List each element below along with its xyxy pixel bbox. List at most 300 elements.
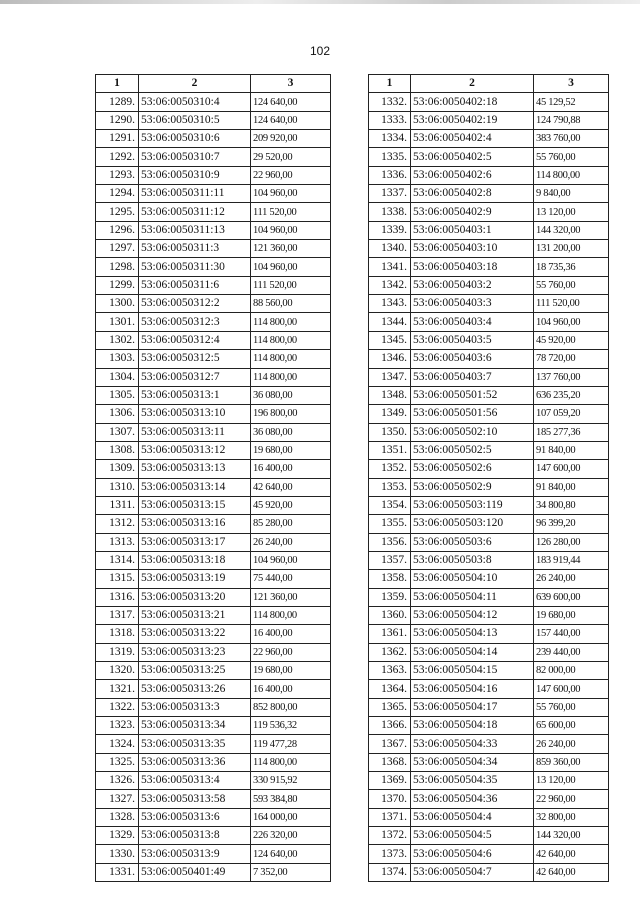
row-value: 96 399,20 [534, 515, 609, 533]
table-row [96, 496, 331, 514]
table-row [96, 698, 331, 716]
table-row [369, 185, 609, 203]
table-row [96, 460, 331, 478]
table-row [96, 240, 331, 258]
table-row [369, 313, 609, 331]
row-value: 121 360,00 [251, 240, 331, 258]
table-row [369, 295, 609, 313]
row-value: 78 720,00 [534, 350, 609, 368]
row-number: 1328. [96, 808, 139, 826]
row-number: 1352. [369, 460, 411, 478]
row-number: 1353. [369, 478, 411, 496]
table-row [96, 808, 331, 826]
cadastral-number: 53:06:0050402:5 [411, 148, 534, 166]
row-number: 1302. [96, 331, 139, 349]
row-number: 1374. [369, 863, 411, 881]
row-value: 85 280,00 [251, 515, 331, 533]
row-value: 124 640,00 [251, 845, 331, 863]
cadastral-number: 53:06:0050313:3 [139, 698, 251, 716]
cadastral-number: 53:06:0050402:6 [411, 166, 534, 184]
table-row [96, 551, 331, 569]
row-value: 124 790,88 [534, 111, 609, 129]
row-value: 16 400,00 [251, 625, 331, 643]
table-row [96, 533, 331, 551]
cadastral-number: 53:06:0050504:5 [411, 827, 534, 845]
table-row [96, 93, 331, 111]
cadastral-number: 53:06:0050313:15 [139, 496, 251, 514]
row-number: 1316. [96, 588, 139, 606]
header-col-3: 3 [251, 75, 331, 93]
table-row [96, 405, 331, 423]
table-row [369, 551, 609, 569]
row-value: 22 960,00 [534, 790, 609, 808]
table-row [96, 845, 331, 863]
row-value: 111 520,00 [251, 203, 331, 221]
cadastral-number: 53:06:0050403:7 [411, 368, 534, 386]
row-number: 1309. [96, 460, 139, 478]
row-value: 45 129,52 [534, 93, 609, 111]
row-value: 137 760,00 [534, 368, 609, 386]
row-value: 114 800,00 [251, 313, 331, 331]
table-row [369, 643, 609, 661]
table-row [369, 588, 609, 606]
row-value: 183 919,44 [534, 551, 609, 569]
row-value: 22 960,00 [251, 166, 331, 184]
table-row [369, 790, 609, 808]
cadastral-number: 53:06:0050312:3 [139, 313, 251, 331]
cadastral-number: 53:06:0050402:18 [411, 93, 534, 111]
row-number: 1301. [96, 313, 139, 331]
row-value: 32 800,00 [534, 808, 609, 826]
cadastral-number: 53:06:0050503:6 [411, 533, 534, 551]
row-number: 1371. [369, 808, 411, 826]
table-row [96, 313, 331, 331]
row-number: 1341. [369, 258, 411, 276]
row-value: 639 600,00 [534, 588, 609, 606]
table-row [96, 295, 331, 313]
row-value: 114 800,00 [251, 331, 331, 349]
row-number: 1322. [96, 698, 139, 716]
cadastral-number: 53:06:0050313:34 [139, 717, 251, 735]
table-row [96, 625, 331, 643]
row-value: 26 240,00 [534, 570, 609, 588]
cadastral-number: 53:06:0050312:5 [139, 350, 251, 368]
cadastral-number: 53:06:0050311:6 [139, 276, 251, 294]
row-number: 1354. [369, 496, 411, 514]
row-value: 104 960,00 [251, 221, 331, 239]
table-row [369, 460, 609, 478]
row-number: 1356. [369, 533, 411, 551]
table-row [96, 606, 331, 624]
cadastral-number: 53:06:0050310:9 [139, 166, 251, 184]
table-row [96, 717, 331, 735]
cadastral-number: 53:06:0050312:7 [139, 368, 251, 386]
row-value: 121 360,00 [251, 588, 331, 606]
row-value: 114 800,00 [534, 166, 609, 184]
header-col-1: 1 [369, 75, 411, 93]
cadastral-number: 53:06:0050502:9 [411, 478, 534, 496]
table-row [369, 148, 609, 166]
cadastral-number: 53:06:0050403:10 [411, 240, 534, 258]
table-row [369, 276, 609, 294]
row-number: 1370. [369, 790, 411, 808]
table-row [96, 662, 331, 680]
row-value: 164 000,00 [251, 808, 331, 826]
table-row [369, 405, 609, 423]
row-value: 114 800,00 [251, 606, 331, 624]
row-number: 1312. [96, 515, 139, 533]
table-row [96, 221, 331, 239]
cadastral-number: 53:06:0050313:1 [139, 386, 251, 404]
cadastral-number: 53:06:0050504:7 [411, 863, 534, 881]
cadastral-number: 53:06:0050504:4 [411, 808, 534, 826]
cadastral-number: 53:06:0050504:12 [411, 606, 534, 624]
row-value: 104 960,00 [251, 185, 331, 203]
row-value: 859 360,00 [534, 753, 609, 771]
row-number: 1362. [369, 643, 411, 661]
row-number: 1340. [369, 240, 411, 258]
row-value: 34 800,80 [534, 496, 609, 514]
row-number: 1299. [96, 276, 139, 294]
row-number: 1292. [96, 148, 139, 166]
row-number: 1332. [369, 93, 411, 111]
table-row [96, 643, 331, 661]
cadastral-number: 53:06:0050402:8 [411, 185, 534, 203]
row-value: 104 960,00 [251, 258, 331, 276]
table-row [369, 808, 609, 826]
cadastral-number: 53:06:0050502:6 [411, 460, 534, 478]
row-number: 1358. [369, 570, 411, 588]
row-number: 1333. [369, 111, 411, 129]
table-row [369, 570, 609, 588]
row-value: 226 320,00 [251, 827, 331, 845]
row-number: 1347. [369, 368, 411, 386]
row-number: 1308. [96, 441, 139, 459]
row-number: 1339. [369, 221, 411, 239]
row-value: 18 735,36 [534, 258, 609, 276]
header-col-2: 2 [411, 75, 534, 93]
row-number: 1317. [96, 606, 139, 624]
cadastral-number: 53:06:0050313:11 [139, 423, 251, 441]
row-number: 1342. [369, 276, 411, 294]
cadastral-number: 53:06:0050403:1 [411, 221, 534, 239]
row-value: 36 080,00 [251, 423, 331, 441]
cadastral-number: 53:06:0050504:17 [411, 698, 534, 716]
cadastral-number: 53:06:0050313:13 [139, 460, 251, 478]
row-number: 1297. [96, 240, 139, 258]
row-value: 26 240,00 [251, 533, 331, 551]
row-number: 1373. [369, 845, 411, 863]
cadastral-number: 53:06:0050311:13 [139, 221, 251, 239]
cadastral-number: 53:06:0050312:4 [139, 331, 251, 349]
row-number: 1349. [369, 405, 411, 423]
cadastral-number: 53:06:0050503:120 [411, 515, 534, 533]
table-row [369, 717, 609, 735]
row-value: 144 320,00 [534, 221, 609, 239]
table-row [96, 735, 331, 753]
row-number: 1300. [96, 295, 139, 313]
cadastral-number: 53:06:0050401:49 [139, 863, 251, 881]
row-number: 1293. [96, 166, 139, 184]
row-number: 1314. [96, 551, 139, 569]
row-number: 1320. [96, 662, 139, 680]
row-value: 45 920,00 [534, 331, 609, 349]
table-row [369, 240, 609, 258]
cadastral-number: 53:06:0050403:6 [411, 350, 534, 368]
row-number: 1360. [369, 606, 411, 624]
cadastral-number: 53:06:0050402:19 [411, 111, 534, 129]
cadastral-number: 53:06:0050312:2 [139, 295, 251, 313]
cadastral-number: 53:06:0050313:26 [139, 680, 251, 698]
table-row [96, 515, 331, 533]
cadastral-number: 53:06:0050313:25 [139, 662, 251, 680]
table-row [96, 185, 331, 203]
row-number: 1326. [96, 772, 139, 790]
row-number: 1351. [369, 441, 411, 459]
row-value: 55 760,00 [534, 276, 609, 294]
page-number: 102 [309, 44, 331, 58]
header-col-1: 1 [96, 75, 139, 93]
cadastral-number: 53:06:0050310:7 [139, 148, 251, 166]
row-value: 104 960,00 [534, 313, 609, 331]
table-row [96, 441, 331, 459]
cadastral-number: 53:06:0050502:10 [411, 423, 534, 441]
row-number: 1355. [369, 515, 411, 533]
row-value: 42 640,00 [251, 478, 331, 496]
cadastral-number: 53:06:0050311:30 [139, 258, 251, 276]
row-number: 1361. [369, 625, 411, 643]
table-row [96, 423, 331, 441]
cadastral-number: 53:06:0050313:35 [139, 735, 251, 753]
cadastral-number: 53:06:0050504:15 [411, 662, 534, 680]
row-number: 1345. [369, 331, 411, 349]
row-value: 239 440,00 [534, 643, 609, 661]
row-value: 636 235,20 [534, 386, 609, 404]
row-number: 1357. [369, 551, 411, 569]
cadastral-number: 53:06:0050504:16 [411, 680, 534, 698]
cadastral-number: 53:06:0050311:12 [139, 203, 251, 221]
table-row [369, 221, 609, 239]
table-row [369, 423, 609, 441]
table-row [96, 166, 331, 184]
row-value: 36 080,00 [251, 386, 331, 404]
cadastral-number: 53:06:0050313:16 [139, 515, 251, 533]
table-row [369, 166, 609, 184]
table-row [96, 148, 331, 166]
table-row [369, 845, 609, 863]
row-number: 1368. [369, 753, 411, 771]
cadastral-number: 53:06:0050313:4 [139, 772, 251, 790]
cadastral-number: 53:06:0050313:12 [139, 441, 251, 459]
table-row [369, 662, 609, 680]
row-value: 124 640,00 [251, 111, 331, 129]
cadastral-number: 53:06:0050504:13 [411, 625, 534, 643]
row-number: 1294. [96, 185, 139, 203]
row-number: 1348. [369, 386, 411, 404]
table-row [369, 496, 609, 514]
cadastral-number: 53:06:0050504:35 [411, 772, 534, 790]
row-number: 1323. [96, 717, 139, 735]
row-number: 1319. [96, 643, 139, 661]
cadastral-number: 53:06:0050310:4 [139, 93, 251, 111]
row-number: 1330. [96, 845, 139, 863]
table-row [369, 515, 609, 533]
table-row [96, 790, 331, 808]
row-number: 1304. [96, 368, 139, 386]
row-number: 1289. [96, 93, 139, 111]
row-value: 19 680,00 [534, 606, 609, 624]
row-value: 209 920,00 [251, 130, 331, 148]
header-col-2: 2 [139, 75, 251, 93]
row-value: 119 536,32 [251, 717, 331, 735]
row-value: 852 800,00 [251, 698, 331, 716]
row-value: 13 120,00 [534, 772, 609, 790]
row-number: 1359. [369, 588, 411, 606]
cadastral-number: 53:06:0050313:22 [139, 625, 251, 643]
row-value: 114 800,00 [251, 368, 331, 386]
cadastral-number: 53:06:0050501:56 [411, 405, 534, 423]
table-row [96, 386, 331, 404]
row-value: 22 960,00 [251, 643, 331, 661]
row-value: 55 760,00 [534, 148, 609, 166]
cadastral-number: 53:06:0050403:2 [411, 276, 534, 294]
row-number: 1306. [96, 405, 139, 423]
row-value: 185 277,36 [534, 423, 609, 441]
row-number: 1366. [369, 717, 411, 735]
row-value: 119 477,28 [251, 735, 331, 753]
table-row [96, 753, 331, 771]
table-row [369, 386, 609, 404]
row-value: 19 680,00 [251, 662, 331, 680]
header-col-3: 3 [534, 75, 609, 93]
table-row [369, 368, 609, 386]
row-value: 157 440,00 [534, 625, 609, 643]
row-number: 1321. [96, 680, 139, 698]
table-row [96, 111, 331, 129]
row-number: 1307. [96, 423, 139, 441]
table-row [369, 753, 609, 771]
row-number: 1327. [96, 790, 139, 808]
table-row [369, 680, 609, 698]
row-value: 111 520,00 [534, 295, 609, 313]
row-number: 1337. [369, 185, 411, 203]
cadastral-number: 53:06:0050313:36 [139, 753, 251, 771]
row-value: 42 640,00 [534, 863, 609, 881]
cadastral-number: 53:06:0050504:10 [411, 570, 534, 588]
cadastral-number: 53:06:0050403:4 [411, 313, 534, 331]
row-number: 1372. [369, 827, 411, 845]
row-value: 114 800,00 [251, 350, 331, 368]
table-row [369, 203, 609, 221]
cadastral-number: 53:06:0050313:58 [139, 790, 251, 808]
row-number: 1343. [369, 295, 411, 313]
cadastral-number: 53:06:0050311:11 [139, 185, 251, 203]
table-row [369, 606, 609, 624]
table-row [369, 863, 609, 881]
row-number: 1325. [96, 753, 139, 771]
row-value: 104 960,00 [251, 551, 331, 569]
cadastral-number: 53:06:0050313:10 [139, 405, 251, 423]
cadastral-number: 53:06:0050504:11 [411, 588, 534, 606]
table-row [96, 588, 331, 606]
table-row [96, 203, 331, 221]
table-row [369, 478, 609, 496]
row-value: 9 840,00 [534, 185, 609, 203]
row-value: 13 120,00 [534, 203, 609, 221]
row-number: 1331. [96, 863, 139, 881]
row-number: 1303. [96, 350, 139, 368]
table-row [96, 350, 331, 368]
row-value: 42 640,00 [534, 845, 609, 863]
table-row [96, 276, 331, 294]
row-number: 1318. [96, 625, 139, 643]
row-number: 1369. [369, 772, 411, 790]
row-value: 91 840,00 [534, 478, 609, 496]
row-value: 7 352,00 [251, 863, 331, 881]
table-row [369, 698, 609, 716]
row-value: 196 800,00 [251, 405, 331, 423]
row-number: 1311. [96, 496, 139, 514]
row-value: 82 000,00 [534, 662, 609, 680]
table-row [96, 331, 331, 349]
row-number: 1350. [369, 423, 411, 441]
row-number: 1305. [96, 386, 139, 404]
cadastral-number: 53:06:0050503:119 [411, 496, 534, 514]
cadastral-number: 53:06:0050403:3 [411, 295, 534, 313]
row-value: 75 440,00 [251, 570, 331, 588]
cadastral-number: 53:06:0050504:33 [411, 735, 534, 753]
row-value: 114 800,00 [251, 753, 331, 771]
cadastral-number: 53:06:0050313:19 [139, 570, 251, 588]
row-number: 1344. [369, 313, 411, 331]
table-row [96, 478, 331, 496]
row-value: 111 520,00 [251, 276, 331, 294]
row-number: 1313. [96, 533, 139, 551]
cadastral-number: 53:06:0050504:18 [411, 717, 534, 735]
cadastral-number: 53:06:0050503:8 [411, 551, 534, 569]
row-number: 1363. [369, 662, 411, 680]
row-number: 1335. [369, 148, 411, 166]
table-row [369, 258, 609, 276]
cadastral-number: 53:06:0050313:8 [139, 827, 251, 845]
row-number: 1334. [369, 130, 411, 148]
table-row [369, 772, 609, 790]
row-number: 1290. [96, 111, 139, 129]
row-value: 16 400,00 [251, 460, 331, 478]
table-row [96, 863, 331, 881]
row-value: 147 600,00 [534, 680, 609, 698]
row-value: 19 680,00 [251, 441, 331, 459]
cadastral-number: 53:06:0050403:5 [411, 331, 534, 349]
cadastral-number: 53:06:0050310:5 [139, 111, 251, 129]
row-value: 107 059,20 [534, 405, 609, 423]
table-row [369, 93, 609, 111]
row-number: 1346. [369, 350, 411, 368]
row-number: 1338. [369, 203, 411, 221]
cadastral-number: 53:06:0050313:18 [139, 551, 251, 569]
row-value: 126 280,00 [534, 533, 609, 551]
row-number: 1367. [369, 735, 411, 753]
row-value: 593 384,80 [251, 790, 331, 808]
table-row [369, 625, 609, 643]
row-number: 1364. [369, 680, 411, 698]
row-number: 1324. [96, 735, 139, 753]
row-number: 1291. [96, 130, 139, 148]
row-value: 55 760,00 [534, 698, 609, 716]
table-header-row [96, 75, 331, 93]
table-header-row [369, 75, 609, 93]
table-row [369, 735, 609, 753]
